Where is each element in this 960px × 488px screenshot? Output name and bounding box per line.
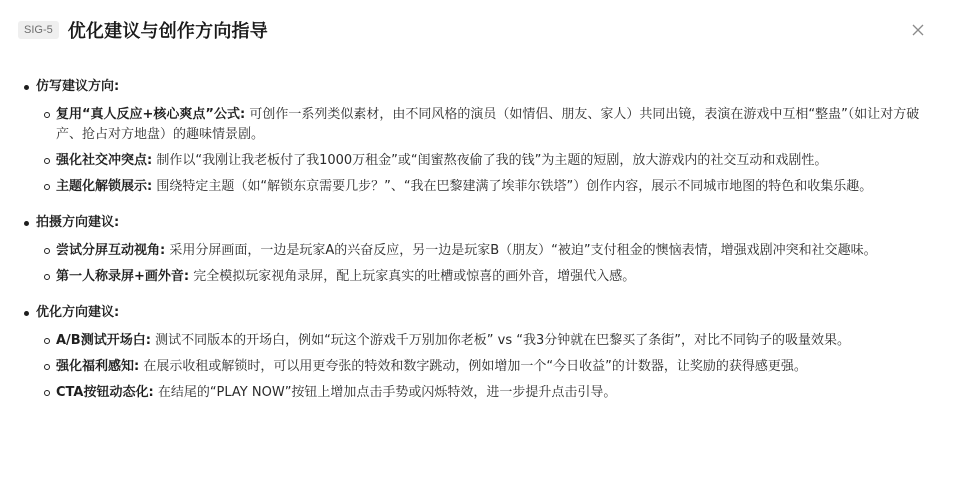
- section-optimization: [0, 304, 960, 403]
- list-item: [0, 357, 960, 377]
- list-item: [0, 151, 960, 171]
- item-text: 制作以“我刚让我老板付了我1000万租金”或“闺蜜熬夜偷了我的钱”为主题的短剧，放大游戏内的社交互动和戏剧性。: [156, 153, 828, 168]
- item-label: 复用“真人反应+核心爽点”公式:: [56, 107, 246, 122]
- section-heading: 仿写建议方向:: [0, 78, 960, 96]
- item-label: A/B测试开场白:: [56, 333, 151, 348]
- list-item: [0, 267, 960, 287]
- list-item: [0, 105, 960, 145]
- section-shooting: [0, 214, 960, 287]
- section-heading: 优化方向建议:: [0, 304, 960, 322]
- item-label: 强化福利感知:: [56, 359, 140, 374]
- item-label: 强化社交冲突点:: [56, 153, 153, 168]
- item-text: 完全模拟玩家视角录屏，配上玩家真实的吐槽或惊喜的画外音，增强代入感。: [193, 269, 636, 284]
- dialog-header: [18, 14, 942, 46]
- item-text: 在结尾的“PLAY NOW”按钮上增加点击手势或闪烁特效，进一步提升点击引导。: [157, 385, 617, 400]
- item-text: 围绕特定主题（如“解锁东京需要几步？”、“我在巴黎建满了埃菲尔铁塔”）创作内容，展示不同城市地图的特色和收集乐趣。: [156, 179, 873, 194]
- item-text: 采用分屏画面，一边是玩家A的兴奋反应，另一边是玩家B（朋友）“被迫”支付租金的懊恼表情，增强戏剧冲突和社交趣味。: [169, 243, 877, 258]
- item-label: 主题化解锁展示:: [56, 179, 153, 194]
- dialog-title: 优化建议与创作方向指导: [67, 21, 268, 42]
- item-text: 测试不同版本的开场白，例如“玩这个游戏千万别加你老板” vs “我3分钟就在巴黎买了条街”，对比不同钩子的吸量效果。: [155, 333, 851, 348]
- list-item: [0, 383, 960, 403]
- list-item: [0, 177, 960, 197]
- section-imitation: [0, 78, 960, 197]
- close-button[interactable]: [908, 20, 928, 40]
- close-icon: [912, 24, 924, 36]
- item-label: 第一人称录屏+画外音:: [56, 269, 190, 284]
- section-heading: 拍摄方向建议:: [0, 214, 960, 232]
- item-label: CTA按钮动态化:: [56, 385, 154, 400]
- item-label: 尝试分屏互动视角:: [56, 243, 166, 258]
- list-item: [0, 241, 960, 261]
- list-item: [0, 331, 960, 351]
- item-text: 在展示收租或解锁时，可以用更夸张的特效和数字跳动，例如增加一个“今日收益”的计数器，让奖励的获得感更强。: [143, 359, 807, 374]
- content: [0, 78, 960, 420]
- item-text: 可创作一系列类似素材，由不同风格的演员（如情侣、朋友、家人）共同出镜，表演在游戏中互相“整蛊”（如让对方破产、抢占对方地盘）的趣味情景剧。: [56, 107, 920, 142]
- sig-badge: SIG-5: [18, 21, 59, 39]
